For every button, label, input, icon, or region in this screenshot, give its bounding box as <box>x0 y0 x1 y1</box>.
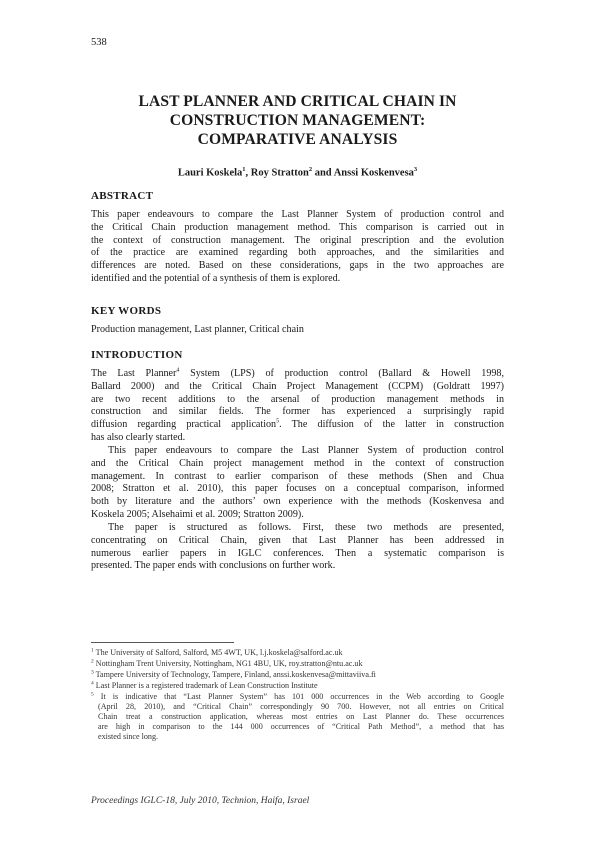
abstract-heading: ABSTRACT <box>91 190 154 202</box>
title-line: CONSTRUCTION MANAGEMENT: <box>169 112 426 129</box>
footnote-line: Chain treat a construction application, whereas most entries on Last Planner do. These occurrences <box>98 712 504 722</box>
footnote-5 <box>91 692 504 742</box>
footnote-line <box>91 648 504 658</box>
footnote-line: are high in comparison to the 144 000 occurrences of “Critical Path Method”, a method that has <box>98 722 504 732</box>
introduction-paragraph-1 <box>91 368 504 445</box>
intro-line: Koskela 2005; Alsehaimi et al. 2009; Stratton 2009). <box>91 508 304 520</box>
author-separator: , <box>245 167 251 179</box>
footnote-line <box>91 681 504 691</box>
footnote-3 <box>91 670 504 680</box>
intro-line: both by literature and the authors’ own experience with the methods (Koskenvesa and <box>91 496 504 508</box>
footnote-line: (April 28, 2010), and “Critical Chain” correspondingly 90 700. However, not all entries on Critical <box>98 702 504 712</box>
intro-line: 2008; Stratton et al. 2010), this paper focuses on a conceptual comparison, informed <box>91 483 504 495</box>
footnote-line <box>91 659 504 669</box>
footnote-4 <box>91 681 504 691</box>
introduction-paragraph-3 <box>91 522 504 573</box>
author-affiliation-mark: 2 <box>308 166 313 173</box>
proceedings-footer: Proceedings IGLC-18, July 2010, Technion, Haifa, Israel <box>91 796 310 806</box>
footnote-2 <box>91 659 504 669</box>
footnote-mark: 3 <box>91 669 94 676</box>
footnote-divider <box>91 642 234 643</box>
author-list <box>90 166 505 179</box>
intro-line: concentrating on Critical Chain, given that Last Planner has been addressed in <box>91 534 504 546</box>
abstract-body <box>91 209 504 286</box>
intro-line: has also clearly started. <box>91 431 186 443</box>
author-name: Roy Stratton <box>250 167 309 179</box>
footnote-mark: 4 <box>91 680 94 687</box>
footnote-mark: 1 <box>91 647 94 654</box>
introduction-paragraph-2 <box>91 445 504 522</box>
abstract-line: identified and the potential of a synthesis of them is explored. <box>91 272 341 284</box>
intro-line: and the Critical Chain project management method in the context of construction <box>91 457 504 469</box>
footnote-text: Nottingham Trent University, Nottingham, NG1 4BU, UK, roy.stratton@ntu.ac.uk <box>95 659 363 668</box>
intro-line: Ballard 2000) and the Critical Chain Project Management (CCPM) (Goldratt 1997) <box>91 380 504 392</box>
keywords-heading: KEY WORDS <box>91 305 162 317</box>
footnote-1 <box>91 648 504 658</box>
intro-text: The Last Planner <box>91 368 177 379</box>
introduction-heading: INTRODUCTION <box>91 349 183 361</box>
abstract-line: the context of construction management. The original prescription and the evolution <box>91 234 504 246</box>
intro-line: presented. The paper ends with conclusions on further work. <box>91 560 336 572</box>
abstract-line: differences are noted. Based on these considerations, gaps in the two approaches are <box>91 260 504 272</box>
intro-line: This paper endeavours to compare the Last Planner System of production control <box>108 445 504 456</box>
footnote-ref-5: 5 <box>276 418 280 425</box>
footnote-text: The University of Salford, Salford, M5 4WT, UK, l.j.koskela@salford.ac.uk <box>95 648 343 657</box>
author-affiliation-mark: 3 <box>413 166 418 173</box>
footnote-line: existed since long. <box>98 732 159 742</box>
intro-line: numerous earlier papers in IGLC conferences. Then a systematic comparison is <box>91 547 504 559</box>
keywords-body <box>91 324 504 337</box>
paper-title <box>90 92 505 149</box>
footnote-text: Last Planner is a registered trademark of Lean Construction Institute <box>95 681 318 690</box>
footnote-text: It is indicative that “Last Planner System” has 101 000 occurrences in the Web according to Google <box>100 692 504 701</box>
intro-line: The paper is structured as follows. First, these two methods are presented, <box>108 522 504 533</box>
author-name: Lauri Koskela <box>177 167 243 179</box>
title-line: LAST PLANNER AND CRITICAL CHAIN IN <box>138 93 457 110</box>
page-number: 538 <box>91 37 107 48</box>
intro-text: System (LPS) of production control (Ballard & Howell 1998, <box>179 368 504 379</box>
keywords-text: Production management, Last planner, Critical chain <box>91 324 304 335</box>
abstract-line: This paper endeavours to compare the Last Planner System of production control and <box>91 209 504 220</box>
abstract-line: the Critical Chain production management method. This comparison is carried out in <box>91 221 504 233</box>
intro-line <box>91 368 504 381</box>
author-separator: and <box>312 167 334 179</box>
footnote-text: Tampere University of Technology, Tampere, Finland, anssi.koskenvesa@mittaviiva.fi <box>95 670 376 679</box>
author-affiliation-mark: 1 <box>242 166 246 173</box>
intro-line: are two recent additions to the arsenal of production management methods in <box>91 393 504 405</box>
footnote-mark: 5 <box>91 691 94 698</box>
intro-line: construction and similar fields. The former has experienced a surprisingly rapid <box>91 406 504 418</box>
abstract-line: of the practice are examined regarding both approaches, and the similarities and <box>91 247 504 259</box>
intro-text: diffusion regarding practical application <box>91 419 277 431</box>
intro-line <box>91 419 504 432</box>
footnote-line <box>91 670 504 680</box>
intro-line: management. In contrast to earlier comparison of these methods (Shen and Chua <box>91 470 504 482</box>
footnote-mark: 2 <box>91 658 94 665</box>
title-line: COMPARATIVE ANALYSIS <box>197 131 398 148</box>
footnote-line <box>91 692 504 702</box>
intro-text: . The diffusion of the latter in construction <box>279 419 504 431</box>
author-name: Anssi Koskenvesa <box>333 167 414 179</box>
footnote-ref-4: 4 <box>176 367 180 374</box>
